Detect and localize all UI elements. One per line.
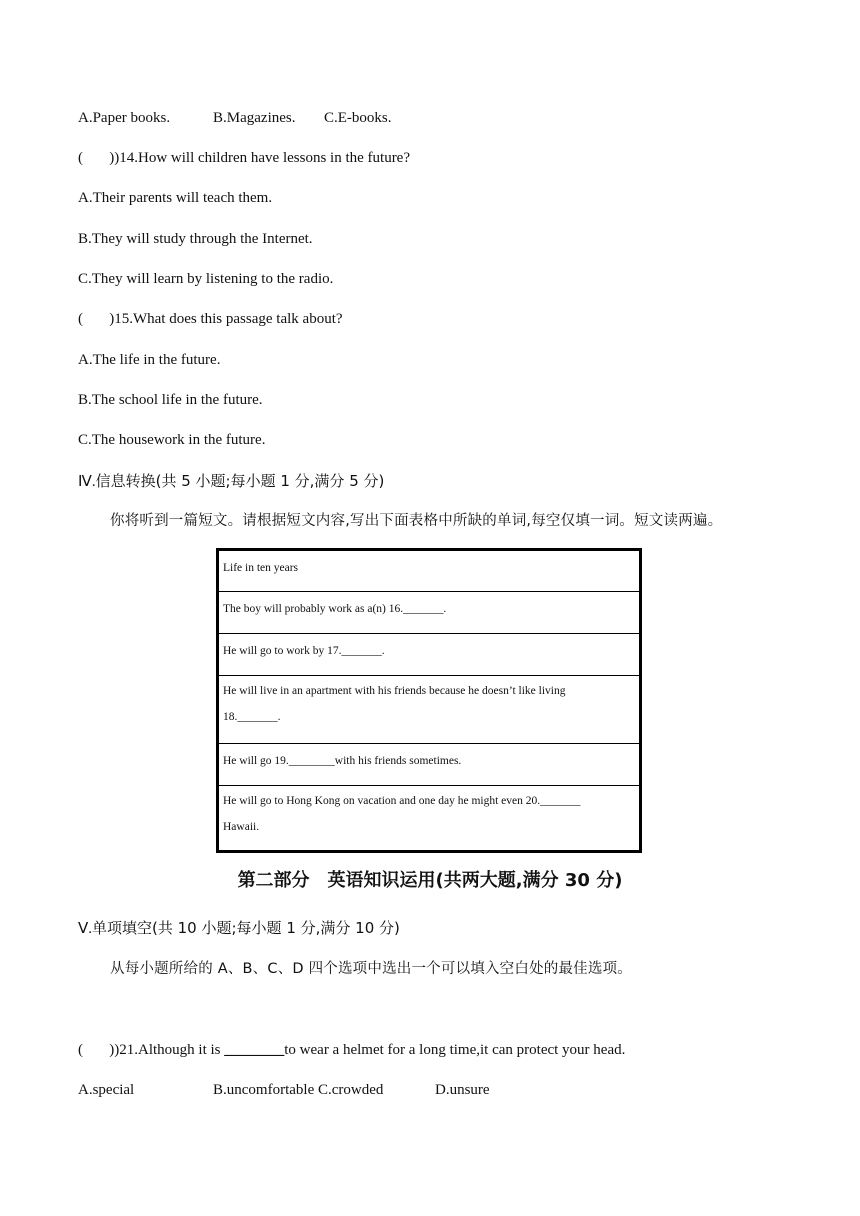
q14-option-a: A.Their parents will teach them. bbox=[78, 190, 273, 206]
table-row-20-line-2: Hawaii. bbox=[223, 821, 260, 833]
table-row-16: The boy will probably work as a(n) 16._______. bbox=[218, 592, 641, 634]
section-4-instruction: 你将听到一篇短文。请根据短文内容,写出下面表格中所缺的单词,每空仅填一词。短文读两遍。 bbox=[110, 513, 723, 529]
table-row-17: He will go to work by 17._______. bbox=[218, 634, 641, 676]
q21-option-d: D.unsure bbox=[435, 1082, 490, 1098]
q14-option-c: C.They will learn by listening to the radio. bbox=[78, 271, 334, 287]
section-4-heading bbox=[78, 471, 384, 492]
table-row-18-line-1: He will live in an apartment with his friends because he doesn’t like living bbox=[223, 685, 566, 697]
q21-stem-end: to wear a helmet for a long time,it can protect your head. bbox=[284, 1042, 626, 1058]
part-2-title: 第二部分 英语知识运用(共两大题,满分 30 分) bbox=[237, 870, 623, 891]
q15-stem: ( )15.What does this passage talk about? bbox=[78, 311, 343, 327]
q15-option-c: C.The housework in the future. bbox=[78, 432, 266, 448]
q13-option-b: B.Magazines. bbox=[213, 110, 296, 126]
table-row-20 bbox=[218, 786, 641, 852]
q14-option-b: B.They will study through the Internet. bbox=[78, 231, 313, 247]
table-row-19: He will go 19.________with his friends sometimes. bbox=[218, 744, 641, 786]
section-5-number: Ⅴ. bbox=[78, 921, 93, 937]
table-row-18 bbox=[218, 676, 641, 744]
q13-option-c: C.E‑books. bbox=[324, 110, 392, 126]
q21-option-b-c: B.uncomfortable C.crowded bbox=[213, 1082, 384, 1098]
section-5-title: 单项填空(共 10 小题;每小题 1 分,满分 10 分) bbox=[92, 919, 400, 937]
section-4-number: Ⅳ. bbox=[78, 474, 96, 490]
section-5-heading bbox=[78, 918, 400, 939]
q15-option-b: B.The school life in the future. bbox=[78, 392, 263, 408]
q21-option-a: A.special bbox=[78, 1082, 135, 1098]
section-4-title: 信息转换(共 5 小题;每小题 1 分,满分 5 分) bbox=[95, 472, 385, 490]
table-row-18-line-2: 18._______. bbox=[223, 711, 281, 723]
table-header: Life in ten years bbox=[218, 550, 641, 592]
q21-options bbox=[78, 1080, 578, 1100]
q15-option-a: A.The life in the future. bbox=[78, 352, 221, 368]
q21-stem bbox=[78, 1040, 625, 1060]
table-row-20-line-1: He will go to Hong Kong on vacation and one day he might even 20._______ bbox=[223, 795, 581, 807]
q14-stem: ( ))14.How will children have lessons in the future? bbox=[78, 150, 410, 166]
q13-options bbox=[78, 108, 478, 128]
q13-option-a: A.Paper books. bbox=[78, 110, 171, 126]
info-table bbox=[216, 548, 642, 853]
section-5-instruction: 从每小题所给的 A、B、C、D 四个选项中选出一个可以填入空白处的最佳选项。 bbox=[110, 961, 632, 977]
q21-blank: ________ bbox=[224, 1042, 285, 1058]
q21-stem-start: ( ))21.Although it is bbox=[78, 1042, 225, 1058]
